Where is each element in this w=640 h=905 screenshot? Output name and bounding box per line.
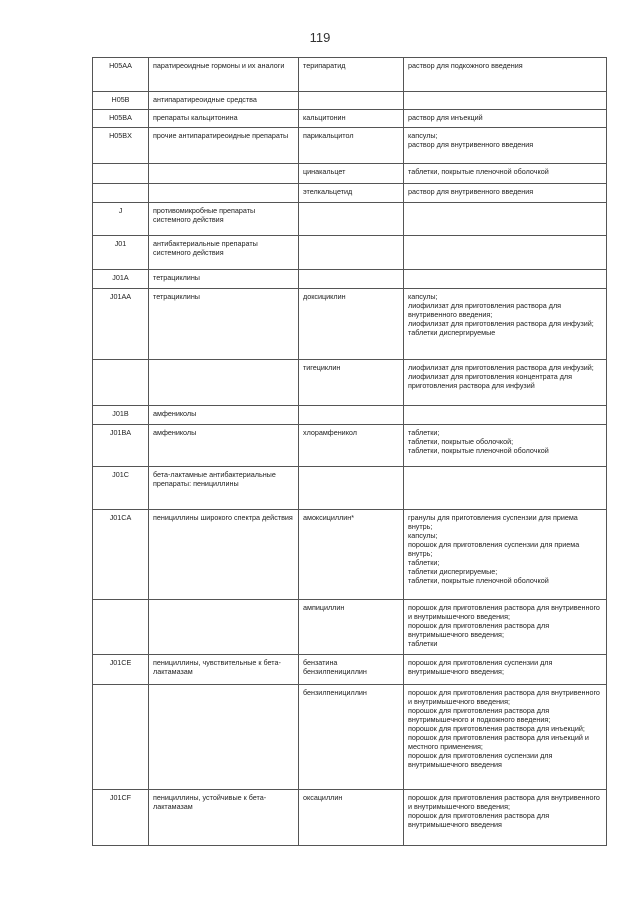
group-cell: антипаратиреоидные средства	[149, 92, 299, 110]
table-row	[93, 164, 607, 184]
group-cell: пенициллины, устойчивые к бета-лактамазам	[149, 790, 299, 846]
atc-code-cell	[93, 164, 149, 184]
group-cell: бета-лактамные антибактериальные препараты: пенициллины	[149, 467, 299, 510]
atc-code-cell: J01CA	[93, 510, 149, 600]
atc-code-cell	[93, 360, 149, 406]
dosage-form-cell	[404, 203, 607, 236]
table-row	[93, 425, 607, 467]
atc-code-cell: J01	[93, 236, 149, 270]
group-cell: пенициллины, чувствительные к бета-лактамазам	[149, 655, 299, 685]
atc-code-cell: J	[93, 203, 149, 236]
dosage-form-cell: таблетки; таблетки, покрытые оболочкой; таблетки, покрытые пленочной оболочкой	[404, 425, 607, 467]
drug-name-cell	[299, 406, 404, 425]
table-row	[93, 236, 607, 270]
group-cell: тетрациклины	[149, 289, 299, 360]
group-cell: амфениколы	[149, 406, 299, 425]
group-cell: паратиреоидные гормоны и их аналоги	[149, 58, 299, 92]
group-cell	[149, 184, 299, 203]
dosage-form-cell	[404, 270, 607, 289]
dosage-form-cell: порошок для приготовления суспензии для внутримышечного введения;	[404, 655, 607, 685]
atc-code-cell: J01CE	[93, 655, 149, 685]
group-cell: тетрациклины	[149, 270, 299, 289]
drug-name-cell	[299, 203, 404, 236]
table-row	[93, 110, 607, 128]
atc-code-cell: J01A	[93, 270, 149, 289]
group-cell: противомикробные препараты системного действия	[149, 203, 299, 236]
group-cell: пенициллины широкого спектра действия	[149, 510, 299, 600]
drug-name-cell: терипаратид	[299, 58, 404, 92]
drug-name-cell: доксициклин	[299, 289, 404, 360]
drug-name-cell: ампициллин	[299, 600, 404, 655]
drug-name-cell	[299, 467, 404, 510]
dosage-form-cell	[404, 236, 607, 270]
table-row	[93, 790, 607, 846]
dosage-form-cell: раствор для внутривенного введения	[404, 184, 607, 203]
dosage-form-cell	[404, 467, 607, 510]
table-row	[93, 128, 607, 164]
drug-name-cell: бензилпенициллин	[299, 685, 404, 790]
drug-name-cell: хлорамфеникол	[299, 425, 404, 467]
atc-code-cell: H05AA	[93, 58, 149, 92]
table-row	[93, 406, 607, 425]
atc-code-cell: J01C	[93, 467, 149, 510]
drug-name-cell: цинакальцет	[299, 164, 404, 184]
drug-name-cell: оксациллин	[299, 790, 404, 846]
drug-table	[92, 57, 607, 846]
group-cell: прочие антипаратиреоидные препараты	[149, 128, 299, 164]
group-cell: препараты кальцитонина	[149, 110, 299, 128]
atc-code-cell: H05B	[93, 92, 149, 110]
table-row	[93, 360, 607, 406]
atc-code-cell	[93, 184, 149, 203]
drug-name-cell: бензатина бензилпенициллин	[299, 655, 404, 685]
dosage-form-cell: порошок для приготовления раствора для внутривенного и внутримышечного введения; порошок для приготовления раствора для внутримышечного введения	[404, 790, 607, 846]
atc-code-cell: J01AA	[93, 289, 149, 360]
dosage-form-cell: капсулы; лиофилизат для приготовления раствора для внутривенного введения; лиофилизат для приготовления раствора для инфузий; таблетки диспергируемые	[404, 289, 607, 360]
dosage-form-cell	[404, 92, 607, 110]
dosage-form-cell: лиофилизат для приготовления раствора для инфузий; лиофилизат для приготовления концентрата для приготовления раствора для инфузий	[404, 360, 607, 406]
table-row	[93, 510, 607, 600]
table-row	[93, 289, 607, 360]
table-row	[93, 685, 607, 790]
atc-code-cell	[93, 600, 149, 655]
table-row	[93, 203, 607, 236]
group-cell	[149, 360, 299, 406]
drug-name-cell	[299, 270, 404, 289]
dosage-form-cell: порошок для приготовления раствора для внутривенного и внутримышечного введения; порошок для приготовления раствора для внутримышечного введения; таблетки	[404, 600, 607, 655]
dosage-form-cell: гранулы для приготовления суспензии для приема внутрь; капсулы; порошок для приготовления суспензии для приема внутрь; таблетки; таблетки диспергируемые; таблетки, покрытые пленочной оболочкой	[404, 510, 607, 600]
table-row	[93, 270, 607, 289]
table-row	[93, 92, 607, 110]
atc-code-cell: J01CF	[93, 790, 149, 846]
group-cell: амфениколы	[149, 425, 299, 467]
drug-name-cell: амоксициллин*	[299, 510, 404, 600]
dosage-form-cell	[404, 406, 607, 425]
group-cell	[149, 164, 299, 184]
table-row	[93, 58, 607, 92]
dosage-form-cell: капсулы; раствор для внутривенного введения	[404, 128, 607, 164]
dosage-form-cell: раствор для инъекций	[404, 110, 607, 128]
atc-code-cell: H05BA	[93, 110, 149, 128]
table-row	[93, 184, 607, 203]
drug-name-cell: тигециклин	[299, 360, 404, 406]
group-cell	[149, 600, 299, 655]
dosage-form-cell: порошок для приготовления раствора для внутривенного и внутримышечного введения; порошок для приготовления раствора для внутримышечного и подкожного введения; порошок для приготовления раствора для инъекций; порошок для приготовления раствора для инъекций и местного применения; порошок для приготовления суспензии для внутримышечного введения	[404, 685, 607, 790]
drug-name-cell: парикальцитол	[299, 128, 404, 164]
page-number: 119	[309, 30, 331, 45]
dosage-form-cell: таблетки, покрытые пленочной оболочкой	[404, 164, 607, 184]
group-cell	[149, 685, 299, 790]
drug-name-cell	[299, 92, 404, 110]
atc-code-cell: J01BA	[93, 425, 149, 467]
dosage-form-cell: раствор для подкожного введения	[404, 58, 607, 92]
atc-code-cell: H05BX	[93, 128, 149, 164]
table-row	[93, 467, 607, 510]
table-row	[93, 600, 607, 655]
group-cell: антибактериальные препараты системного действия	[149, 236, 299, 270]
table-row	[93, 655, 607, 685]
atc-code-cell: J01B	[93, 406, 149, 425]
drug-name-cell: этелкальцетид	[299, 184, 404, 203]
atc-code-cell	[93, 685, 149, 790]
drug-name-cell	[299, 236, 404, 270]
drug-name-cell: кальцитонин	[299, 110, 404, 128]
